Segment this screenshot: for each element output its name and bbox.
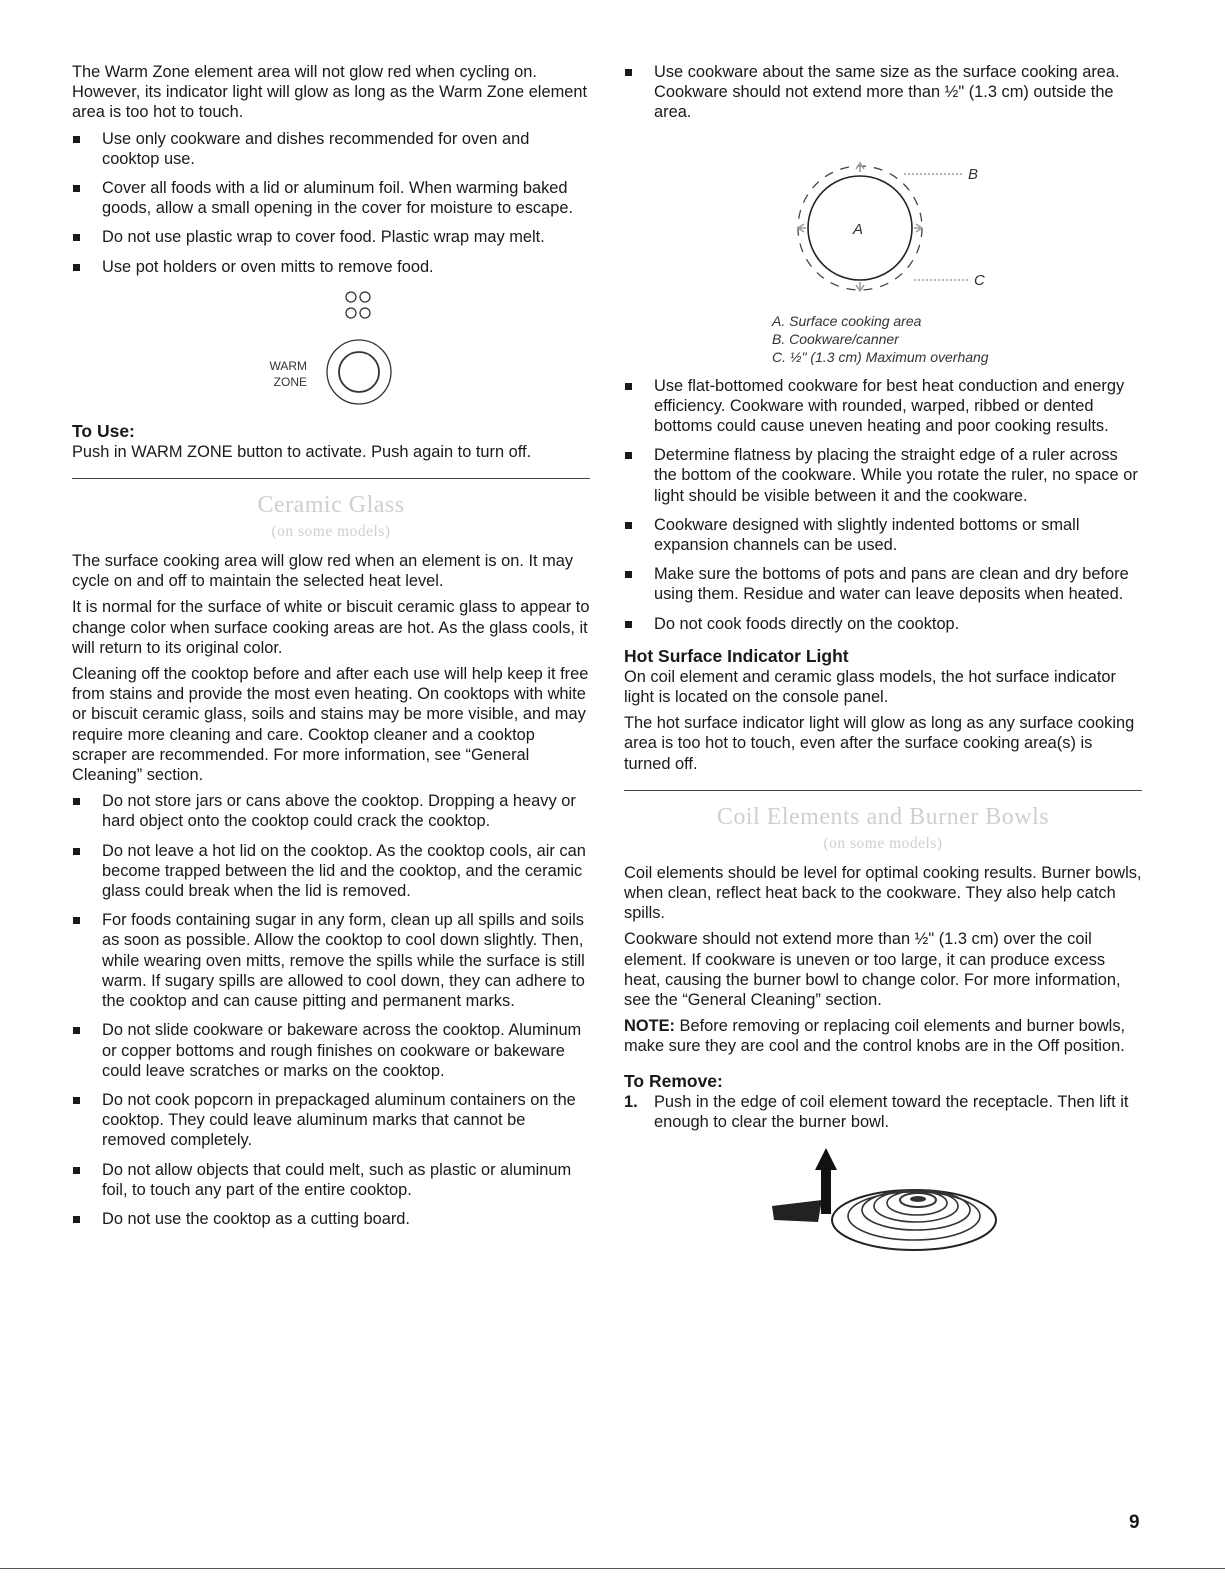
coil-removal-figure [624,1144,1142,1254]
list-item: Do not use plastic wrap to cover food. Plastic wrap may melt. [72,227,590,247]
list-item: Do not allow objects that could melt, such as plastic or aluminum foil, to touch any part of the entire cooktop. [72,1160,590,1200]
cookware-overhang-icon [624,132,1142,312]
warm-zone-intro: The Warm Zone element area will not glow red when cycling on. However, its indicator light will glow as long as the Warm Zone element area is too hot to touch. [72,63,588,122]
warm-label: WARM [269,358,307,373]
note-paragraph [624,1016,1142,1056]
diagram-caption [772,312,1142,366]
list-item: Do not use the cooktop as a cutting board. [72,1209,590,1229]
list-item: Use flat-bottomed cookware for best heat conduction and energy efficiency. Cookware with rounded, warped, ribbed or dented bottoms could cause uneven heating and poor cooking results. [624,376,1142,437]
page-number: 9 [1129,1512,1140,1533]
ceramic-glass-subtitle: (on some models) [271,523,391,541]
ceramic-paragraph: The surface cooking area will glow red when an element is on. It may cycle on and off to maintain the selected heat level. [72,552,574,591]
list-item: Make sure the bottoms of pots and pans are clean and dry before using them. Residue and water can leave deposits when heated. [624,564,1142,604]
caption-line: C. ½" (1.3 cm) Maximum overhang [772,348,989,365]
page-bottom-rule [0,1568,1225,1569]
to-use-text: Push in WARM ZONE button to activate. Push again to turn off. [72,442,532,461]
coil-element-icon [624,1144,1142,1254]
hot-surface-paragraph: The hot surface indicator light will glow as long as any surface cooking area is too hot to touch, even after the surface cooking area(s) is turned off. [624,714,1135,773]
note-label: NOTE: [624,1017,675,1036]
list-item: Use pot holders or oven mitts to remove food. [72,257,590,277]
left-column [72,62,590,1238]
coil-paragraph: Coil elements should be level for optimal cooking results. Burner bowls, when clean, reflect heat back to the cookware. They also help catch spills. [624,863,1142,923]
coil-elements-subtitle: (on some models) [823,834,943,852]
hot-surface-heading: Hot Surface Indicator Light [624,645,849,666]
zone-label: ZONE [273,374,307,389]
step-text: Push in the edge of coil element toward the receptacle. Then lift it enough to clear the burner bowl. [654,1092,1129,1131]
note-text: Before removing or replacing coil elements and burner bowls, make sure they are cool and the control knobs are in the Off position. [624,1017,1126,1056]
list-item: Cookware designed with slightly indented bottoms or small expansion channels can be used. [624,515,1142,555]
to-remove-heading: To Remove: [624,1070,723,1091]
remove-steps [624,1092,1142,1132]
to-use-heading: To Use: [72,420,135,441]
label-a: A [852,220,864,238]
list-item: Do not cook popcorn in prepackaged aluminum containers on the cooktop. They could leave aluminum marks that cannot be removed completely. [72,1090,590,1151]
list-item: Do not store jars or cans above the cooktop. Dropping a heavy or hard object onto the cooktop could crack the cooktop. [72,791,590,831]
ceramic-paragraph: Cleaning off the cooktop before and after each use will help keep it free from stains and provide the most even heating. On cooktops with white or biscuit ceramic glass, soils and stains may be more visible, and may require more cleaning and care. Cooktop cleaner and a cooktop scraper are recommended. For more information, see “General Cleaning” section. [72,665,589,785]
step-number: 1. [624,1092,638,1111]
warm-zone-bullets [72,129,590,277]
list-item: Cover all foods with a lid or aluminum foil. When warming baked goods, allow a small opening in the cover for moisture to escape. [72,178,590,218]
caption-line: B. Cookware/canner [772,330,899,347]
list-item [624,1092,1142,1132]
list-item: Do not cook foods directly on the cooktop. [624,614,1142,634]
right-column [624,62,1142,1254]
ceramic-paragraph: It is normal for the surface of white or biscuit ceramic glass to appear to change color when surface cooking areas are hot. As the glass cools, it will return to its original color. [72,598,590,657]
cookware-bullets [624,376,1142,634]
caption-line: A. Surface cooking area [772,312,922,329]
label-c: C [974,271,985,289]
coil-elements-title: Coil Elements and Burner Bowls [716,803,1050,830]
hot-surface-paragraph: On coil element and ceramic glass models, the hot surface indicator light is located on the console panel. [624,667,1116,707]
section-divider [624,790,1142,791]
list-item: Do not slide cookware or bakeware across the cooktop. Aluminum or copper bottoms and rough finishes on cookware or bakeware could leave scratches or marks on the cooktop. [72,1020,590,1081]
list-item: Do not leave a hot lid on the cooktop. As the cooktop cools, air can become trapped between the lid and the cooktop, and the ceramic glass could break when the lid is removed. [72,841,590,902]
cookware-size-diagram [624,132,1142,312]
list-item: For foods containing sugar in any form, clean up all spills and soils as soon as possible. Allow the cooktop to cool down slightly. Then, while wearing oven mitts, remove the spills while the surface is still warm. If sugary spills are allowed to cool down, they can adhere to the cooktop and can cause pitting and permanent marks. [72,910,590,1011]
list-item: Use cookware about the same size as the surface cooking area. Cookware should not extend more than ½" (1.3 cm) outside the area. [624,62,1142,123]
list-item: Determine flatness by placing the straight edge of a ruler across the bottom of the cookware. While you rotate the ruler, no space or light should be visible between it and the cookware. [624,445,1142,506]
list-item: Use only cookware and dishes recommended for oven and cooktop use. [72,129,590,169]
section-divider [72,478,590,479]
label-b: B [968,165,979,183]
cookware-size-bullet [624,62,1142,123]
ceramic-glass-title: Ceramic Glass [257,492,405,519]
ceramic-bullets [72,791,590,1229]
warm-zone-control-figure [72,286,590,421]
warm-zone-button-icon [72,286,590,421]
coil-paragraph: Cookware should not extend more than ½" (1.3 cm) over the coil element. If cookware is uneven or too large, it can produce excess heat, causing the burner bowl to change color. For more information, see the “General Cleaning” section. [624,930,1121,1010]
